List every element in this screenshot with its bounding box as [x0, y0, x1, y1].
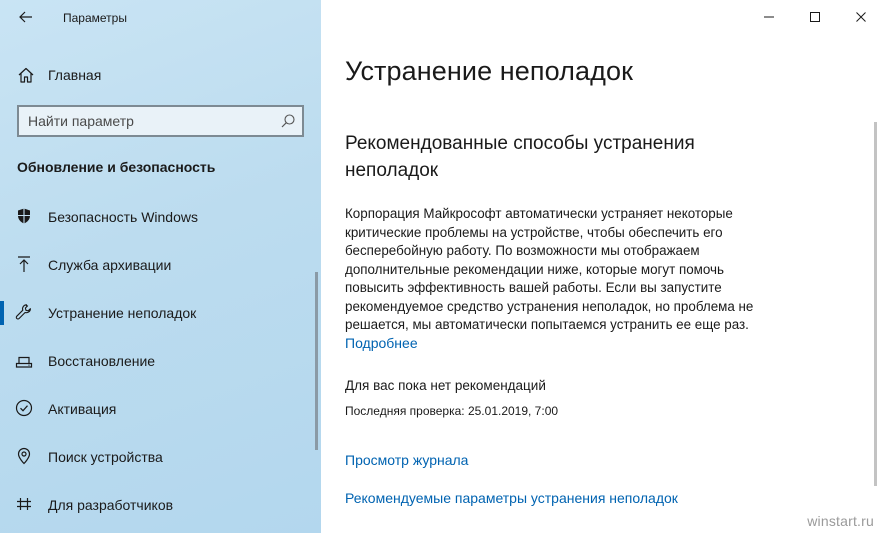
nav-list: [0, 193, 321, 529]
recovery-icon: [15, 351, 33, 369]
main-content: [321, 0, 884, 533]
sidebar-item-recovery[interactable]: [0, 337, 321, 385]
section-title: Обновление и безопасность: [17, 159, 216, 175]
sidebar-item-label: Для разработчиков: [48, 497, 174, 513]
sidebar-item-label: Восстановление: [48, 353, 156, 369]
page-title: Устранение неполадок: [345, 56, 634, 86]
minimize-icon: [763, 11, 775, 23]
selection-indicator: [0, 301, 4, 325]
main-scrollbar[interactable]: [874, 122, 877, 486]
sidebar-item-label: Служба архивации: [48, 257, 172, 273]
window-controls: [746, 0, 884, 34]
section-subtitle: Рекомендованные способы устранения неполадок: [345, 133, 695, 181]
view-log-link[interactable]: Просмотр журнала: [345, 452, 469, 468]
back-arrow-icon: [19, 11, 33, 23]
shield-icon: [15, 207, 33, 225]
more-info-link[interactable]: Подробнее: [345, 335, 418, 351]
sidebar-item-label: Безопасность Windows: [48, 209, 198, 225]
search-icon[interactable]: [280, 113, 296, 129]
title-bar-left: [0, 0, 321, 34]
minimize-button[interactable]: [746, 0, 792, 34]
last-check-text: Последняя проверка: 25.01.2019, 7:00: [345, 404, 559, 418]
nav-home[interactable]: [0, 56, 321, 92]
maximize-button[interactable]: [792, 0, 838, 34]
close-icon: [855, 11, 867, 23]
nav-home-label: Главная: [48, 67, 102, 83]
sidebar-item-windows-security[interactable]: [0, 193, 321, 241]
activation-check-icon: [15, 399, 33, 417]
sidebar-item-activation[interactable]: [0, 385, 321, 433]
sidebar-item-troubleshoot[interactable]: [0, 289, 321, 337]
sidebar-scrollbar[interactable]: [315, 272, 318, 450]
recommended-params-link[interactable]: Рекомендуемые параметры устранения неполадок: [345, 490, 678, 506]
sidebar-item-label: Поиск устройства: [48, 449, 163, 465]
developer-icon: [15, 495, 33, 513]
sidebar-item-find-device[interactable]: [0, 433, 321, 481]
backup-arrow-icon: [15, 255, 33, 273]
sidebar-item-developers[interactable]: [0, 481, 321, 529]
find-device-icon: [15, 447, 33, 465]
sidebar-item-label: Активация: [48, 401, 117, 417]
no-recommendations-text: Для вас пока нет рекомендаций: [345, 378, 546, 393]
sidebar: [0, 0, 321, 533]
sidebar-item-backup[interactable]: [0, 241, 321, 289]
search-box[interactable]: [17, 105, 304, 137]
app-title: Параметры: [63, 11, 127, 25]
home-icon: [17, 66, 35, 84]
sidebar-item-label: Устранение неполадок: [48, 305, 197, 321]
close-button[interactable]: [838, 0, 884, 34]
back-button[interactable]: [12, 6, 40, 28]
watermark: winstart.ru: [807, 513, 874, 529]
maximize-icon: [809, 11, 821, 23]
description-text: Корпорация Майкрософт автоматически устраняет некоторые критические проблемы на устройстве, чтобы обеспечить его бесперебойную работу. По возможности мы отображаем дополнительные рекомендации ниже, которые могут помочь повысить эффективность вашей работы. Если вы запустите рекомендуемое средство устранения неполадок, но проблема не решается, мы автоматически попытаемся устранить ее еще раз.: [345, 206, 754, 332]
wrench-icon: [15, 303, 33, 321]
search-input[interactable]: [28, 113, 268, 129]
